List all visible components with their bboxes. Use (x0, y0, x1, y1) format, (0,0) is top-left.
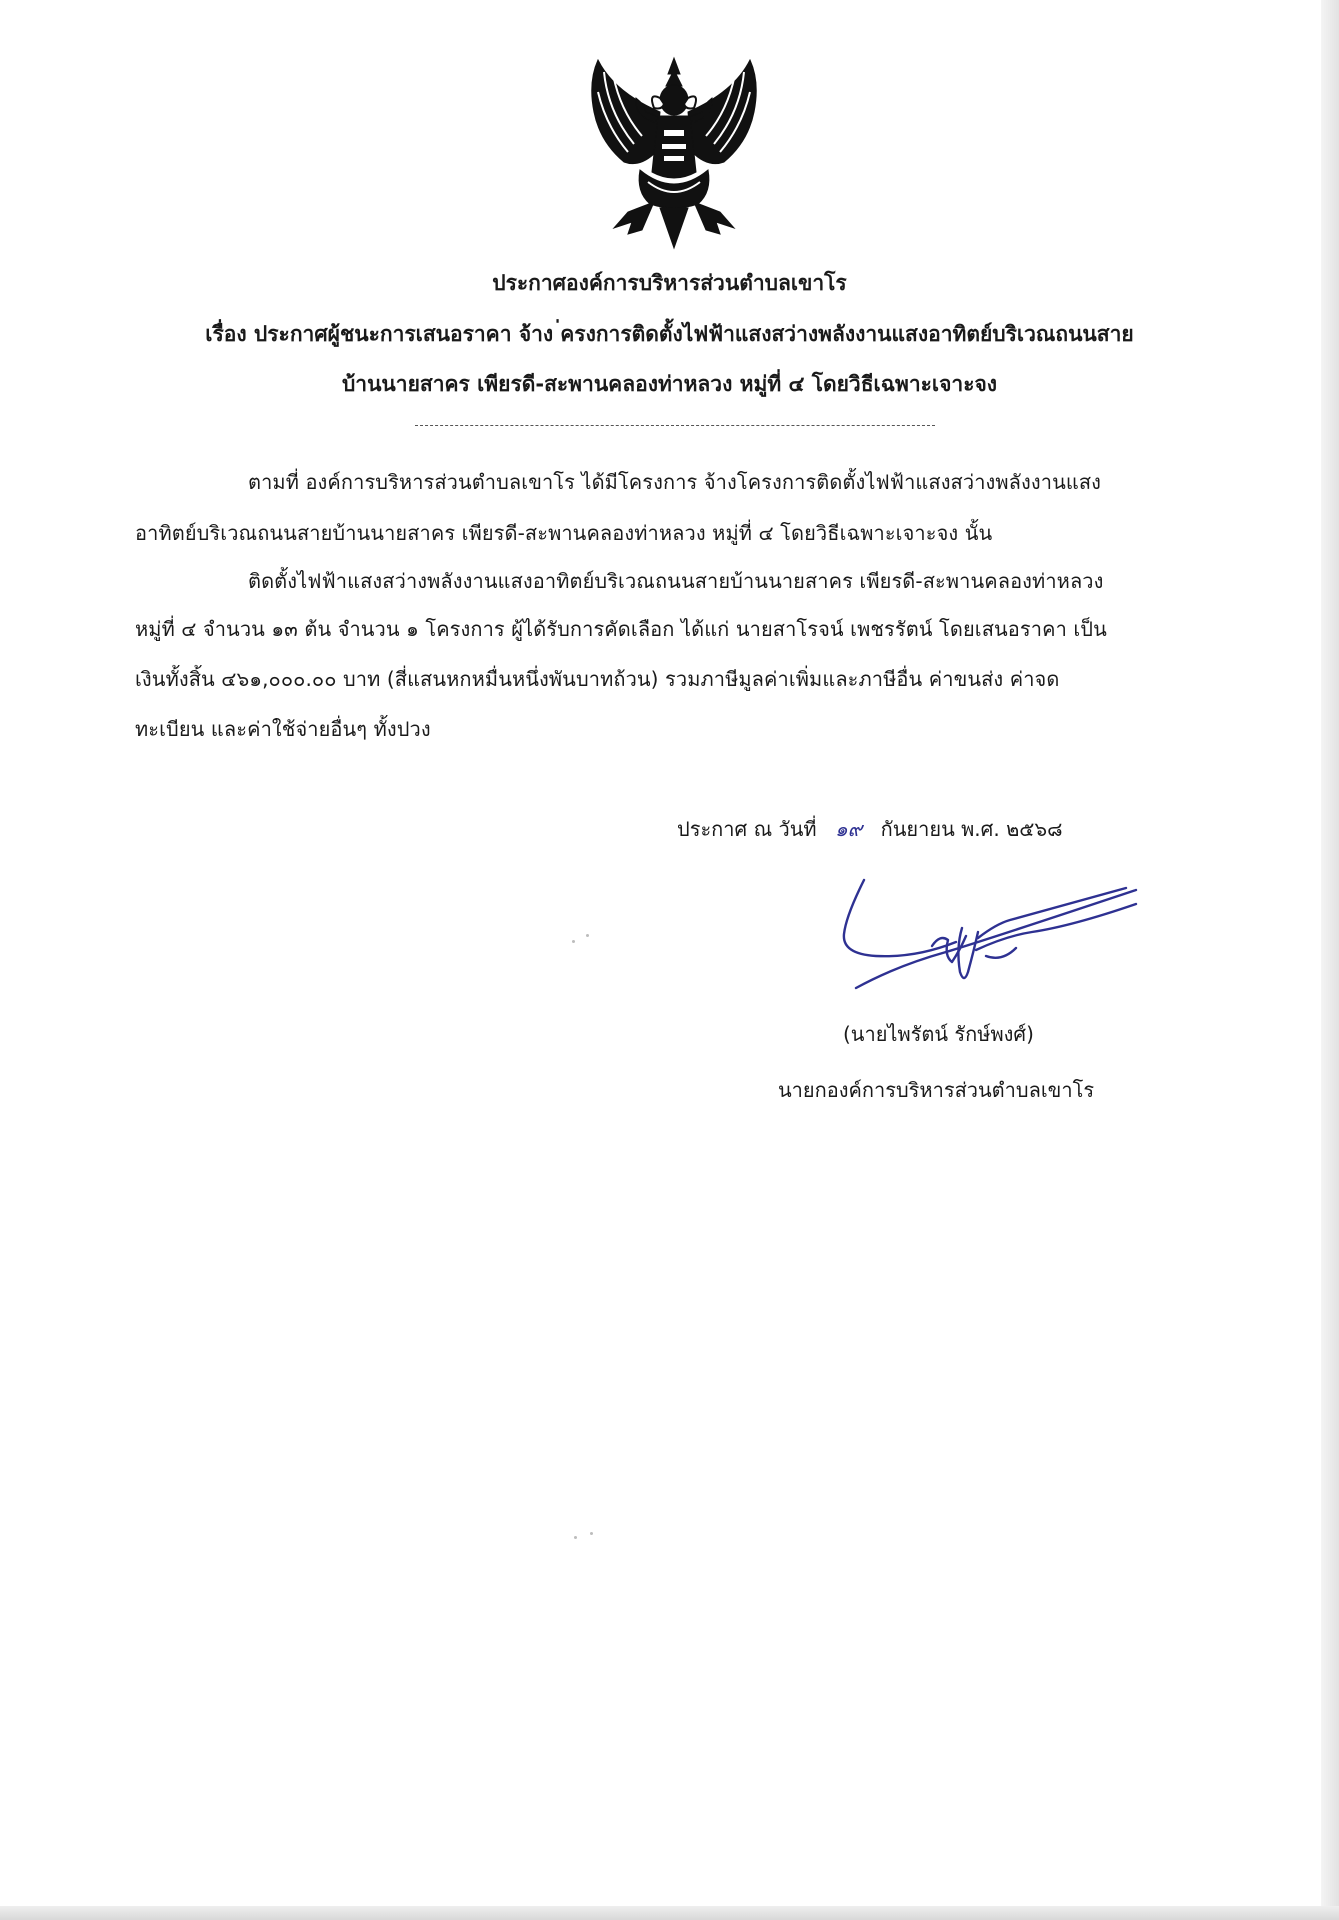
body-paragraph-2-line-1: ติดตั้งไฟฟ้าแสงสว่างพลังงานแสงอาทิตย์บริเวณถนนสายบ้านนายสาคร เพียรดี-สะพานคลองท่าหลวง (248, 569, 1104, 593)
announcement-day: ๑๙ (834, 817, 863, 841)
document-title: ประกาศองค์การบริหารส่วนตำบลเขาโร (492, 271, 847, 295)
handwritten-signature-icon (836, 876, 1146, 998)
announcement-month-year: กันยายน พ.ศ. ๒๕๖๘ (880, 817, 1063, 841)
body-paragraph-2-line-3: เงินทั้งสิ้น ๔๖๑,๐๐๐.๐๐ บาท (สี่แสนหกหมื่นหนึ่งพันบาทถ้วน) รวมภาษีมูลค่าเพิ่มและภาษีอื่น ค่าขนส่ง ค่าจด (135, 667, 1060, 691)
document-subject-line-1: เรื่อง ประกาศผู้ชนะการเสนอราคา จ้าง ่ครงการติดตั้งไฟฟ้าแสงสว่างพลังงานแสงอาทิตย์บริเวณถนนสาย (205, 322, 1134, 346)
body-paragraph-2-line-4: ทะเบียน และค่าใช้จ่ายอื่นๆ ทั้งปวง (135, 717, 431, 741)
announcement-date (677, 813, 1063, 845)
body-paragraph-1-line-1: ตามที่ องค์การบริหารส่วนตำบลเขาโร ได้มีโครงการ จ้างโครงการติดตั้งไฟฟ้าแสงสว่างพลังงานแสง (248, 470, 1102, 494)
scan-speck (574, 1536, 577, 1539)
signatory-name: (นายไพรัตน์ รักษ์พงศ์) (843, 1022, 1034, 1046)
announcement-date-prefix: ประกาศ ณ วันที่ (677, 817, 817, 841)
scan-speck (572, 940, 575, 943)
header-separator (415, 425, 935, 426)
signatory-position: นายกองค์การบริหารส่วนตำบลเขาโร (778, 1078, 1095, 1102)
document-subject-line-2: บ้านนายสาคร เพียรดี-สะพานคลองท่าหลวง หมู่ที่ ๔ โดยวิธีเฉพาะเจาะจง (341, 372, 998, 396)
scan-edge-bottom (0, 1906, 1339, 1920)
scan-speck (586, 934, 589, 937)
garuda-emblem-icon (584, 52, 764, 252)
scan-speck (590, 1532, 593, 1535)
body-paragraph-1-line-2: อาทิตย์บริเวณถนนสายบ้านนายสาคร เพียรดี-สะพานคลองท่าหลวง หมู่ที่ ๔ โดยวิธีเฉพาะเจาะจง นั้น (135, 521, 993, 545)
body-paragraph-2-line-2: หมู่ที่ ๔ จำนวน ๑๓ ต้น จำนวน ๑ โครงการ ผู้ได้รับการคัดเลือก ได้แก่ นายสาโรจน์ เพชรรัตน์ โดยเสนอราคา เป็น (135, 617, 1107, 641)
